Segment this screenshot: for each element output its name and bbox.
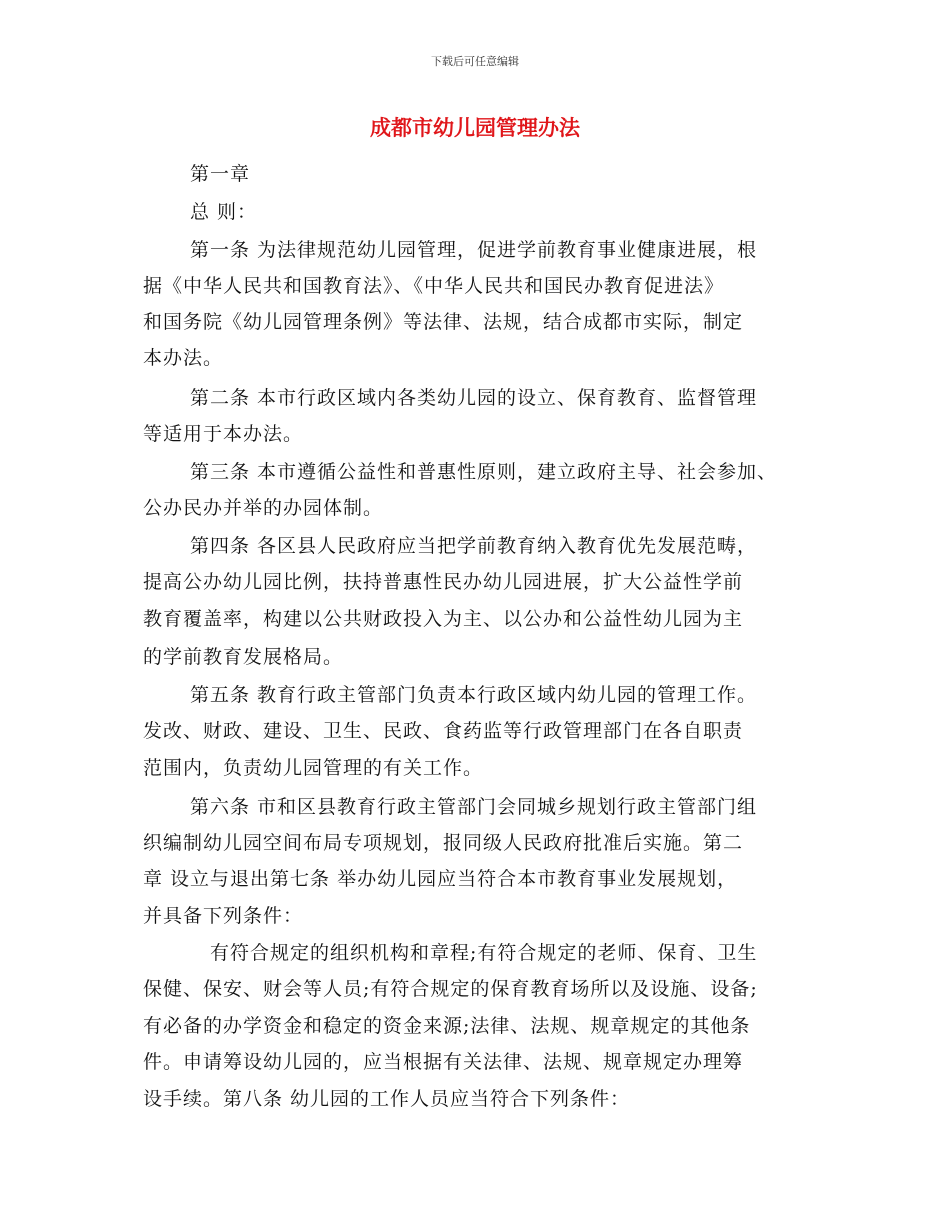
article-4-line-2: 提高公办幼儿园比例，扶持普惠性民办幼儿园进展，扩大公益性学前 xyxy=(143,571,744,593)
conditions-line-4: 件。申请筹设幼儿园的，应当根据有关法律、法规、规章规定办理筹 xyxy=(143,1051,744,1073)
article-6-line-3: 章 设立与退出第七条 举办幼儿园应当符合本市教育事业发展规划， xyxy=(143,868,738,890)
article-6-line-2: 织编制幼儿园空间布局专项规划，报同级人民政府批准后实施。第二 xyxy=(143,832,744,854)
page-header-note: 下载后可任意编辑 xyxy=(431,55,519,68)
article-2-line-1: 第二条 本市行政区域内各类幼儿园的设立、保育教育、监督管理 xyxy=(190,387,758,409)
conditions-line-2: 保健、保安、财会等人员;有符合规定的保育教育场所以及设施、设备; xyxy=(143,978,758,1000)
article-1-line-4: 本办法。 xyxy=(143,347,224,369)
article-3-line-2: 公办民办并举的办园体制。 xyxy=(143,497,384,519)
conditions-line-5: 设手续。第八条 幼儿园的工作人员应当符合下列条件： xyxy=(143,1088,631,1110)
article-1-line-2: 据《中华人民共和国教育法》、《中华人民共和国民办教育促进法》 xyxy=(143,275,725,297)
article-1-line-3: 和国务院《幼儿园管理条例》等法律、法规，结合成都市实际，制定 xyxy=(143,311,744,333)
article-2-line-2: 等适用于本办法。 xyxy=(143,423,304,445)
article-5-line-3: 范围内，负责幼儿园管理的有关工作。 xyxy=(143,757,484,779)
article-6-line-4: 并具备下列条件： xyxy=(143,905,304,927)
article-1-line-1: 第一条 为法律规范幼儿园管理，促进学前教育事业健康进展，根 xyxy=(190,239,758,261)
article-5-line-2: 发改、财政、建设、卫生、民政、食药监等行政管理部门在各自职责 xyxy=(143,720,744,742)
article-3-line-1: 第三条 本市遵循公益性和普惠性原则，建立政府主导、社会参加、 xyxy=(190,461,778,483)
document-title: 成都市幼儿园管理办法 xyxy=(370,116,580,140)
article-5-line-1: 第五条 教育行政主管部门负责本行政区域内幼儿园的管理工作。 xyxy=(190,684,758,706)
article-4-line-4: 的学前教育发展格局。 xyxy=(143,646,344,668)
article-4-line-3: 教育覆盖率，构建以公共财政投入为主、以公办和公益性幼儿园为主 xyxy=(143,608,744,630)
article-4-line-1: 第四条 各区县人民政府应当把学前教育纳入教育优先发展范畴， xyxy=(190,535,758,557)
conditions-line-1: 有符合规定的组织机构和章程;有符合规定的老师、保育、卫生 xyxy=(210,942,758,964)
chapter-heading: 第一章 xyxy=(190,163,251,185)
section-heading: 总 则： xyxy=(190,201,258,223)
article-6-line-1: 第六条 市和区县教育行政主管部门会同城乡规划行政主管部门组 xyxy=(190,796,758,818)
conditions-line-3: 有必备的办学资金和稳定的资金来源;法律、法规、规章规定的其他条 xyxy=(143,1015,751,1037)
